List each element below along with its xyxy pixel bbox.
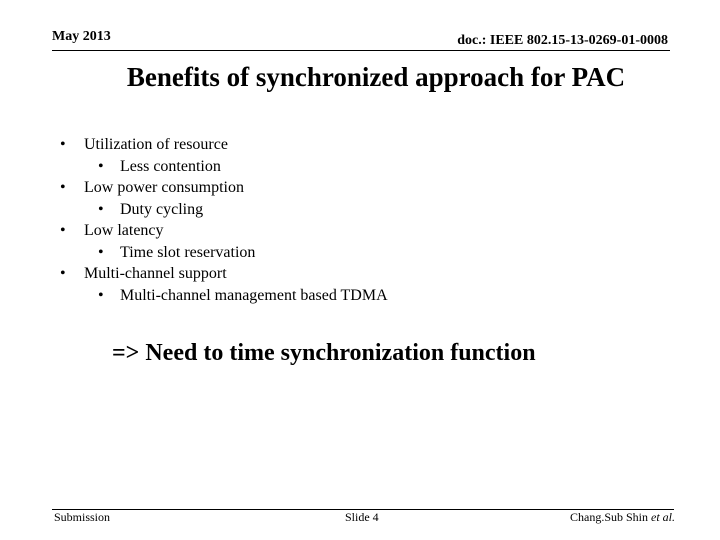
bullet-item [58, 134, 388, 156]
bullet-text: Low latency [84, 222, 164, 239]
footer-author-name: Chang.Sub Shin [569, 510, 651, 524]
bullet-item [58, 177, 388, 199]
conclusion-statement: => Need to time synchronization function [112, 340, 536, 366]
slide-title: Benefits of synchronized approach for PAC [126, 62, 626, 92]
bullet-glyph: • [98, 243, 104, 261]
bullet-item [58, 220, 388, 242]
sub-bullet-item [58, 156, 388, 178]
header-date: May 2013 [52, 29, 111, 44]
bullet-text: Low power consumption [84, 179, 244, 196]
sub-bullet-item [58, 285, 388, 307]
bullet-glyph: • [98, 200, 104, 218]
bullet-glyph: • [60, 179, 66, 196]
bullet-glyph: • [60, 136, 66, 153]
sub-bullet-item [58, 199, 388, 221]
footer-author-suffix: et al. [651, 510, 675, 524]
bullet-glyph: • [98, 157, 104, 175]
bullet-text: Utilization of resource [84, 136, 228, 153]
header-divider [52, 50, 670, 51]
bullet-glyph: • [60, 265, 66, 282]
sub-bullet-item [58, 242, 388, 264]
bullet-text: Multi-channel support [84, 265, 227, 282]
footer-submission: Submission [54, 510, 111, 524]
bullet-text: Less contention [120, 157, 221, 175]
bullet-text: Time slot reservation [120, 243, 256, 261]
footer-author [570, 510, 675, 525]
bullet-item [58, 263, 388, 285]
bullet-text: Multi-channel management based TDMA [120, 286, 388, 304]
footer-slide-number: Slide 4 [345, 510, 379, 524]
bullet-list [58, 134, 388, 306]
bullet-glyph: • [98, 286, 104, 304]
header-doc-id: doc.: IEEE 802.15-13-0269-01-0008 [457, 33, 668, 48]
bullet-glyph: • [60, 222, 66, 239]
bullet-text: Duty cycling [120, 200, 204, 218]
